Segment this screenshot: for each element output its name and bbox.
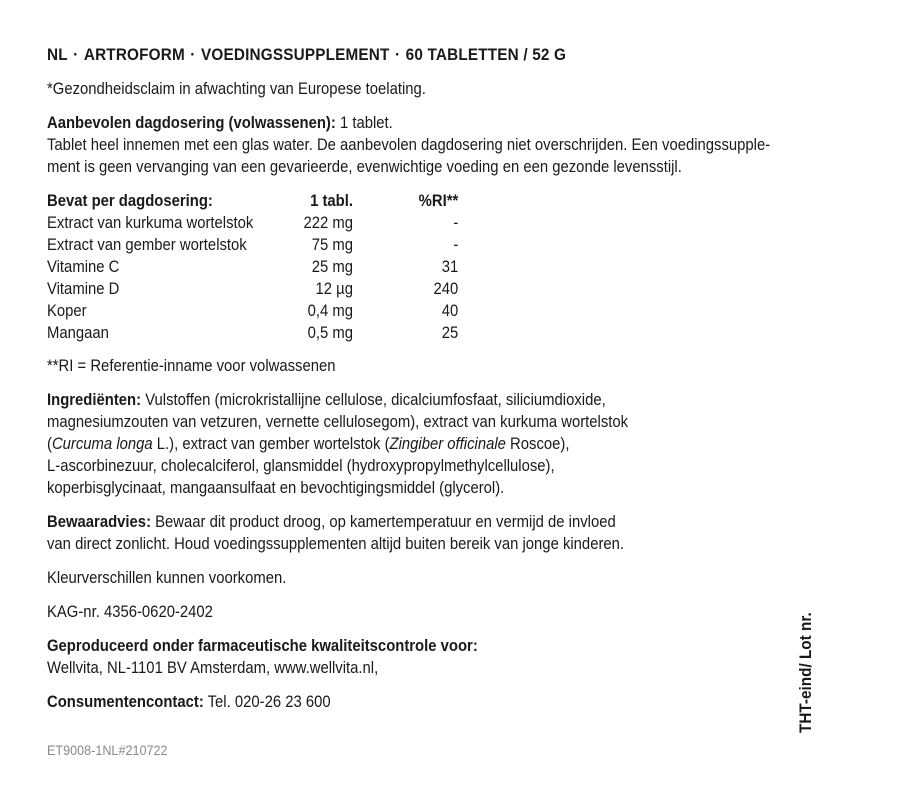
storage-label: Bewaaradvies:	[47, 513, 152, 531]
header-nutrient: Bevat per dagdosering:	[47, 192, 213, 210]
product-type: VOEDINGSSUPPLEMENT	[200, 45, 390, 64]
contact-phone: Tel. 020-26 23 600	[203, 693, 331, 711]
nutrient-ri: 25	[441, 324, 459, 342]
header-per-tablet: 1 tabl.	[310, 192, 353, 210]
contact-label: Consumentencontact:	[47, 693, 204, 711]
nutrition-table	[47, 190, 458, 344]
storage-text: Bewaar dit product droog, op kamertemperatuur en vermijd de invloed	[151, 513, 616, 531]
table-header-row	[47, 190, 458, 212]
nutrient-amount: 222 mg	[303, 214, 353, 232]
supplement-label	[47, 44, 785, 713]
nutrient-amount: 0,4 mg	[307, 302, 353, 320]
storage-text: van direct zonlicht. Houd voedingssupplementen altijd buiten bereik van jonge kinderen.	[47, 535, 625, 553]
latin-name: Curcuma longa	[51, 435, 153, 453]
table-row	[47, 278, 458, 300]
ingredients-text: (Curcuma longa L.), extract van gember wortelstok (Zingiber officinale Roscoe),	[47, 435, 570, 453]
ingredients-label: Ingrediënten:	[47, 391, 142, 409]
ingredients-text: L-ascorbinezuur, cholecalciferol, glansmiddel (hydroxypropylmethylcellulose),	[47, 457, 555, 475]
nutrient-amount: 75 mg	[311, 236, 353, 254]
product-title	[47, 44, 785, 66]
nutrient-name: Koper	[47, 302, 87, 320]
producer-section	[47, 635, 785, 679]
nutrient-name: Mangaan	[47, 324, 109, 342]
nutrient-amount: 25 mg	[311, 258, 353, 276]
brand-name: ARTROFORM	[83, 45, 185, 64]
nutrient-name: Vitamine C	[47, 258, 120, 276]
table-row	[47, 234, 458, 256]
nutrient-name: Extract van gember wortelstok	[47, 236, 247, 254]
nutrient-ri: 31	[441, 258, 459, 276]
color-note: Kleurverschillen kunnen voorkomen.	[47, 569, 287, 587]
ingredients-text: koperbisglycinaat, mangaansulfaat en bevochtigingsmiddel (glycerol).	[47, 479, 505, 497]
separator: ·	[73, 45, 79, 64]
ingredients-text: Vulstoffen (microkristallijne cellulose, dicalciumfosfaat, siliciumdioxide,	[141, 391, 606, 409]
table-row	[47, 212, 458, 234]
producer-address: Wellvita, NL-1101 BV Amsterdam, www.wellvita.nl,	[47, 659, 379, 677]
header-ri: %RI**	[418, 192, 459, 210]
nutrient-amount: 12 µg	[315, 280, 353, 298]
latin-name: Zingiber officinale	[389, 435, 506, 453]
dosage-label: Aanbevolen dagdosering (volwassenen):	[47, 114, 336, 132]
nutrient-ri: 240	[433, 280, 459, 298]
nutrient-name: Vitamine D	[47, 280, 120, 298]
contact-line	[47, 691, 785, 713]
producer-label: Geproduceerd onder farmaceutische kwaliteitscontrole voor:	[47, 637, 478, 655]
label-code: ET9008-1NL#210722	[47, 742, 168, 758]
nutrient-ri: 40	[441, 302, 459, 320]
ri-note: **RI = Referentie-inname voor volwassenen	[47, 357, 336, 375]
nutrient-ri: -	[453, 236, 459, 254]
separator: ·	[394, 45, 401, 64]
nutrient-amount: 0,5 mg	[307, 324, 353, 342]
dosage-section	[47, 112, 785, 178]
dosage-text: Tablet heel innemen met een glas water. De aanbevolen dagdosering niet overschrijden. Een voedingssupple-	[47, 136, 771, 154]
table-row	[47, 322, 458, 344]
separator: ·	[190, 45, 196, 64]
ingredients-section	[47, 389, 785, 499]
lang-code: NL	[47, 45, 68, 64]
lot-number-field: THT-eind/ Lot nr.	[796, 612, 815, 733]
nutrient-name: Extract van kurkuma wortelstok	[47, 214, 254, 232]
dosage-value: 1 tablet.	[335, 114, 393, 132]
table-row	[47, 256, 458, 278]
health-claim: *Gezondheidsclaim in afwachting van Europese toelating.	[47, 80, 426, 98]
product-amount: 60 TABLETTEN / 52 G	[405, 45, 567, 64]
dosage-text-2: ment is geen vervanging van een gevarieerde, evenwichtige voeding en een gezonde levensstijl.	[47, 158, 682, 176]
ingredients-text: magnesiumzouten van vetzuren, vernette cellulosegom), extract van kurkuma wortelstok	[47, 413, 629, 431]
kag-number: KAG-nr. 4356-0620-2402	[47, 603, 213, 621]
storage-section	[47, 511, 785, 555]
nutrient-ri: -	[453, 214, 459, 232]
table-row	[47, 300, 458, 322]
